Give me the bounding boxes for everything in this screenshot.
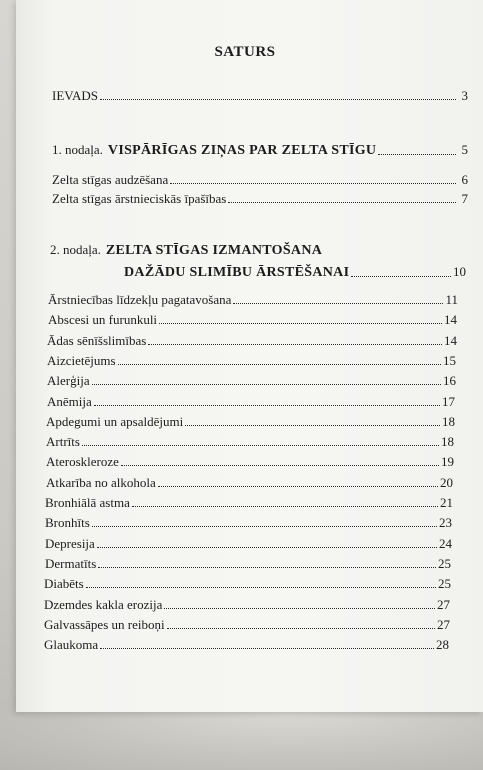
leader-dots [378, 153, 456, 155]
toc-entry-page: 27 [437, 596, 450, 612]
toc-entry-page: 20 [440, 474, 453, 490]
leader-dots [97, 546, 437, 548]
toc-entry-label: Zelta stīgas ārstnieciskās īpašības [52, 191, 227, 206]
chapter-title-line2: DAŽĀDU SLIMĪBU ĀRSTĒŠANAI [124, 265, 350, 280]
toc-entry [46, 414, 455, 430]
leader-dots [92, 525, 437, 527]
toc-entry-page: 25 [438, 576, 451, 592]
toc-entry-page: 23 [439, 515, 452, 531]
leader-dots [148, 343, 442, 345]
toc-entry-label: Galvassāpes un reiboņi [44, 616, 165, 632]
toc-entry-label: Artrīts [46, 434, 80, 450]
toc-entry [44, 617, 450, 633]
leader-dots [132, 505, 438, 507]
toc-entry [52, 191, 468, 207]
toc-entry-page: 3 [461, 88, 468, 103]
leader-dots [158, 485, 438, 487]
toc-entry-label: Bronhiālā astma [45, 495, 130, 510]
leader-dots [118, 363, 441, 365]
leader-dots [98, 566, 436, 568]
toc-entry [47, 333, 457, 349]
leader-dots [233, 302, 443, 304]
toc-entry [46, 454, 454, 470]
toc-entry [44, 597, 450, 613]
toc-entry-label: Ateroskleroze [46, 454, 119, 470]
toc-entry-label: Dzemdes kakla erozija [44, 596, 163, 612]
toc-entry-label: Aizcietējums [47, 352, 116, 368]
toc-entry [48, 292, 458, 308]
toc-entry-label: IEVADS [52, 88, 98, 103]
toc-entry-page: 6 [461, 172, 468, 187]
toc-entry-page: 14 [444, 312, 457, 328]
toc-entry-page: 18 [442, 413, 455, 429]
toc-entry-label: Diabēts [44, 576, 84, 592]
page-title: SATURS [214, 44, 276, 60]
toc-chapter-2 [50, 242, 350, 259]
toc-chapter-2-line2 [124, 264, 466, 281]
toc-entry [47, 353, 456, 369]
toc-entry-label: Atkarība no alkohola [46, 474, 156, 490]
leader-dots [170, 182, 456, 184]
leader-dots [351, 275, 451, 277]
toc-entry-page: 16 [443, 373, 456, 389]
toc-entry [47, 373, 456, 389]
toc-chapter-1 [52, 142, 468, 159]
toc-entry [45, 536, 452, 552]
toc-entry-page: 18 [441, 434, 454, 450]
leader-dots [100, 98, 456, 100]
toc-entry-page: 11 [445, 292, 458, 307]
chapter-page: 10 [453, 264, 466, 279]
toc-entry-page: 24 [439, 535, 452, 551]
leader-dots [164, 607, 435, 609]
toc-entry-page: 19 [441, 454, 454, 470]
leader-dots [92, 383, 441, 385]
toc-entry-page: 28 [436, 637, 449, 653]
leader-dots [167, 627, 435, 629]
toc-entry [47, 394, 455, 410]
toc-entry-label: Abscesi un furunkuli [48, 312, 158, 328]
leader-dots [100, 647, 434, 649]
toc-entry [44, 576, 451, 592]
toc-entry [46, 434, 454, 450]
toc-entry-label: Ārstniecības līdzekļu pagatavošana [48, 292, 232, 307]
toc-entry-label: Zelta stīgas audzēšana [52, 172, 169, 187]
toc-entry-label: Anēmija [47, 393, 92, 409]
toc-entry-label: Bronhīts [45, 515, 90, 531]
toc-entry [44, 637, 449, 653]
chapter-page: 5 [461, 142, 468, 157]
toc-entry-page: 15 [443, 352, 456, 368]
toc-entry-page: 17 [442, 393, 455, 409]
toc-entry-page: 21 [440, 495, 453, 510]
leader-dots [185, 424, 440, 426]
toc-entry-page: 14 [444, 332, 457, 348]
toc-entry-label: Dermatīts [45, 555, 97, 571]
toc-entry-intro [52, 88, 468, 104]
toc-entry [52, 172, 468, 188]
toc-entry-label: Depresija [45, 535, 95, 551]
toc-entry-label: Apdegumi un apsaldējumi [46, 413, 184, 429]
leader-dots [82, 444, 439, 446]
leader-dots [159, 322, 442, 324]
chapter-prefix: 2. nodaļa. [50, 242, 101, 257]
toc-entry-label: Glaukoma [44, 637, 99, 653]
toc-entry [45, 495, 453, 511]
toc-entry-label: Ādas sēnīšslimības [47, 332, 147, 348]
leader-dots [121, 464, 439, 466]
toc-entry [45, 515, 452, 531]
toc-entry [45, 556, 451, 572]
chapter-prefix: 1. nodaļa. [52, 142, 103, 157]
toc-entry [48, 312, 457, 328]
toc-entry-page: 25 [438, 555, 451, 571]
toc-entry [46, 475, 453, 491]
toc-entry-page: 7 [461, 191, 468, 206]
leader-dots [86, 586, 436, 588]
toc-entry-label: Alerģija [47, 373, 90, 389]
leader-dots [228, 201, 456, 203]
leader-dots [94, 404, 440, 406]
chapter-title-line1: ZELTA STĪGAS IZMANTOŠANA [105, 243, 323, 258]
chapter-title: VISPĀRĪGAS ZIŅAS PAR ZELTA STĪGU [107, 143, 377, 158]
toc-entry-page: 27 [437, 616, 450, 632]
